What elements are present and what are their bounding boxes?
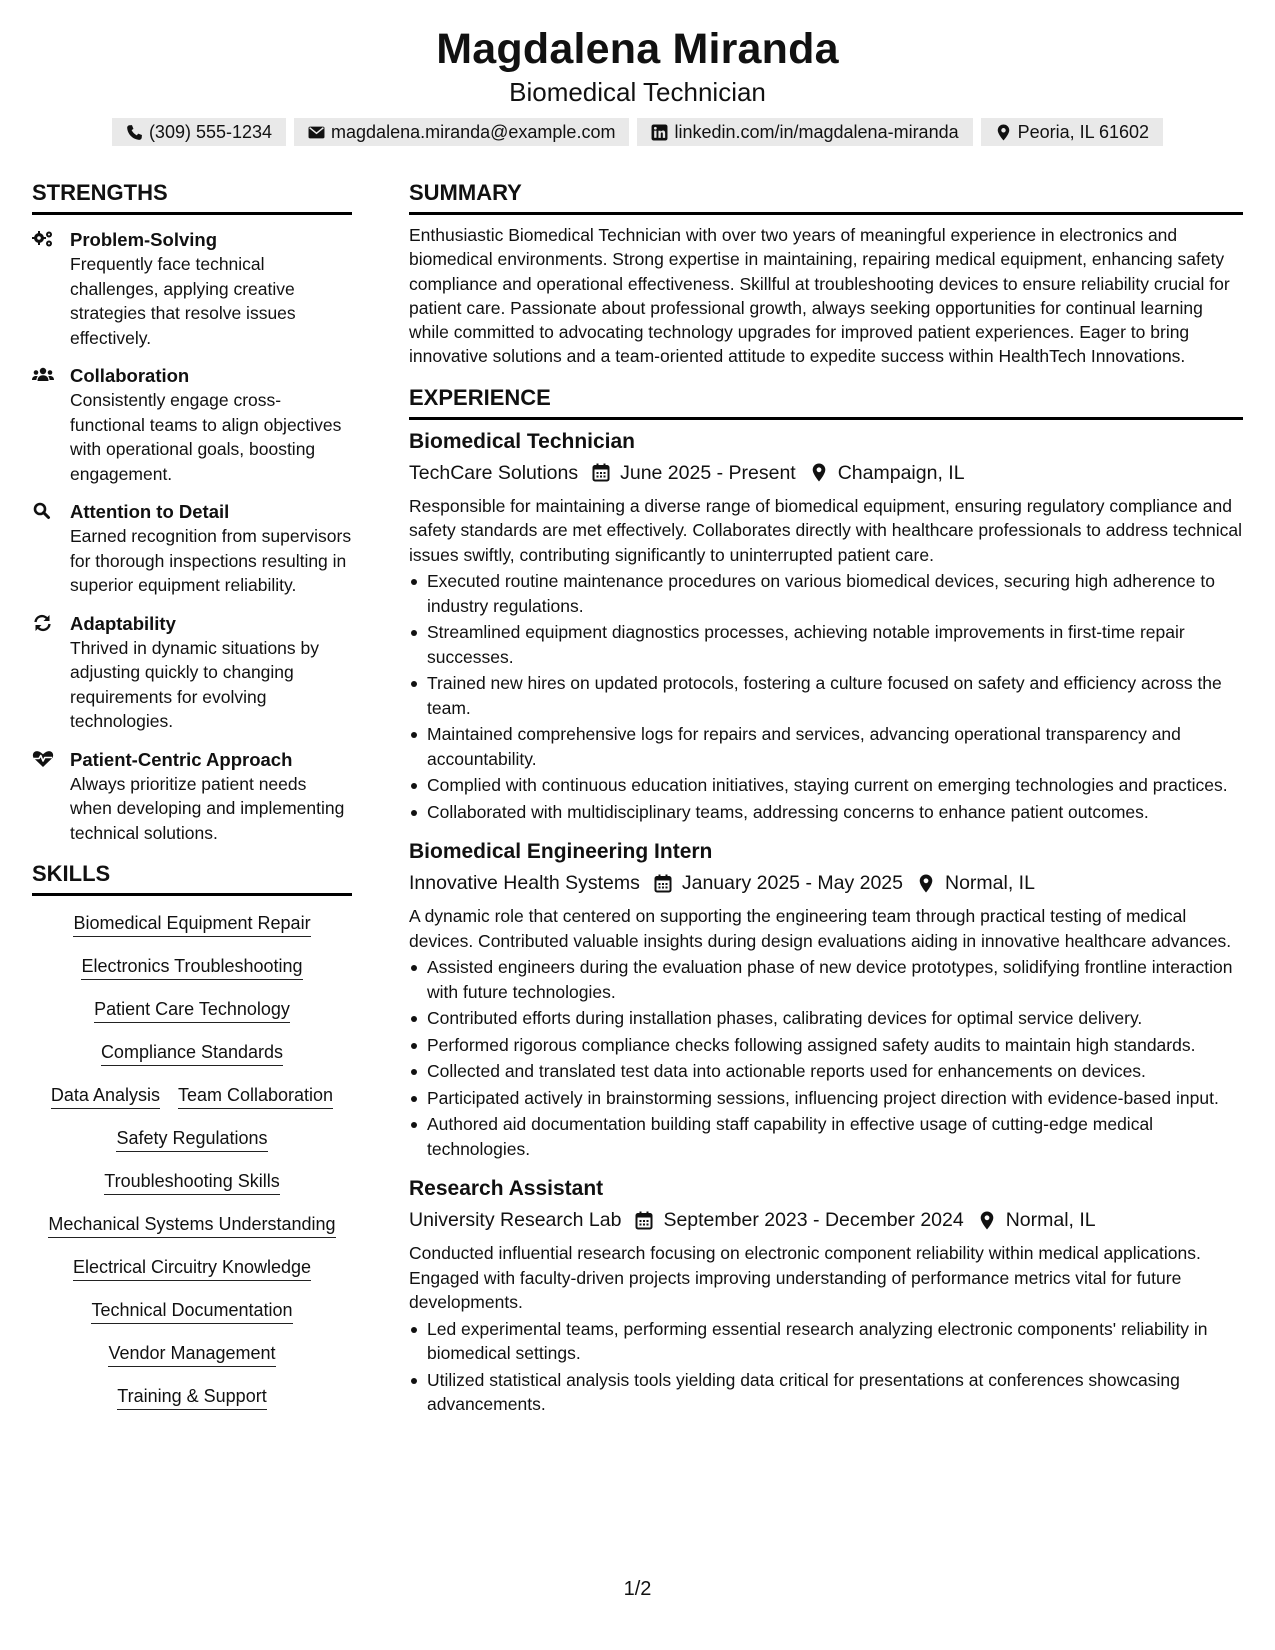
bullet-item: Complied with continuous education initiatives, staying current on emerging technologies and practices. <box>409 773 1243 798</box>
contact-location[interactable] <box>981 118 1163 146</box>
candidate-title: Biomedical Technician <box>509 77 766 107</box>
strength-title: Adaptability <box>70 612 176 634</box>
strength-item <box>32 611 352 734</box>
job-entry <box>409 838 1243 1161</box>
strength-title: Patient-Centric Approach <box>70 748 293 770</box>
contact-location-text: Peoria, IL 61602 <box>1017 122 1150 142</box>
job-location: Normal, IL <box>1005 1209 1096 1232</box>
strength-description: Thrived in dynamic situations by adjusting quickly to changing requirements for evolving technologies. <box>70 637 319 731</box>
contact-linkedin[interactable] <box>637 118 972 146</box>
bullet-item: Assisted engineers during the evaluation phase of new device prototypes, solidifying frontline interaction with future technologies. <box>409 955 1243 1004</box>
summary-heading: SUMMARY <box>409 178 1243 215</box>
bullet-item: Collected and translated test data into actionable reports used for enhancements on devices. <box>409 1059 1243 1084</box>
page-number: 1/2 <box>623 1578 652 1600</box>
contact-email[interactable] <box>294 118 629 146</box>
job-company: Innovative Health Systems <box>409 872 640 895</box>
summary-text: Enthusiastic Biomedical Technician with over two years of meaningful experience in electronics and biomedical environments. Strong expertise in maintaining, repairing medical equipment, enhancing safety compliance and operational effectiveness. Skillful at troubleshooting devices to ensure reliability crucial for patient care. Passionate about professional growth, always seeking opportunities for continual learning while committed to advocating technology upgrades for improved patient experiences. Eager to bring innovative solutions and a team-oriented attitude to expedite success within HealthTech Innovations. <box>409 225 1230 367</box>
skill-tag: Training & Support <box>117 1383 266 1410</box>
users-icon <box>32 363 70 486</box>
map-pin-icon <box>810 463 828 482</box>
experience-heading: EXPERIENCE <box>409 383 1243 420</box>
calendar-icon <box>635 1211 653 1230</box>
left-column <box>32 178 352 1426</box>
skill-tag: Patient Care Technology <box>94 996 290 1023</box>
calendar-icon <box>592 463 610 482</box>
skill-tag: Vendor Management <box>108 1340 275 1367</box>
phone-icon <box>126 124 143 141</box>
bullet-item: Participated actively in brainstorming sessions, influencing project direction with evidence-based input. <box>409 1086 1243 1111</box>
sync-icon <box>32 611 70 734</box>
strength-item <box>32 747 352 846</box>
right-column <box>409 178 1243 1417</box>
strength-description: Earned recognition from supervisors for thorough inspections resulting in superior equipment reliability. <box>70 526 352 595</box>
job-description: A dynamic role that centered on supporting the engineering team through practical testing of medical devices. Contributed valuable insights during design evaluations aiding in innovative healthcare advances. <box>409 906 1232 951</box>
bullet-item: Executed routine maintenance procedures on various biomedical devices, securing high adherence to industry regulations. <box>409 569 1243 618</box>
job-entry <box>409 1175 1243 1417</box>
job-meta <box>409 458 1243 488</box>
job-bullets <box>409 1317 1243 1417</box>
contact-linkedin-text: linkedin.com/in/magdalena-miranda <box>674 122 959 142</box>
candidate-name: Magdalena Miranda <box>436 25 839 73</box>
job-description: Responsible for maintaining a diverse range of biomedical equipment, ensuring regulatory compliance and safety standards are met effectively. Collaborates directly with healthcare professionals to address technical issues swiftly, contributing significantly to uninterrupted patient care. <box>409 495 1242 565</box>
summary-section <box>409 178 1243 369</box>
skill-tag: Mechanical Systems Understanding <box>48 1211 335 1238</box>
skills-section <box>32 859 352 1410</box>
job-title: Biomedical Technician <box>409 429 636 453</box>
job-location: Champaign, IL <box>837 461 965 484</box>
job-dates: September 2023 - December 2024 <box>663 1209 964 1232</box>
experience-section <box>409 383 1243 1417</box>
contact-email-text: magdalena.miranda@example.com <box>331 122 616 142</box>
bullet-item: Authored aid documentation building staff capability in effective usage of cutting-edge medical technologies. <box>409 1112 1243 1161</box>
map-pin-icon <box>995 124 1012 141</box>
bullet-item: Contributed efforts during installation phases, calibrating devices for optimal service delivery. <box>409 1006 1243 1031</box>
strength-description: Frequently face technical challenges, applying creative strategies that resolve issues effectively. <box>70 254 296 348</box>
linkedin-icon <box>651 124 668 141</box>
skill-tag: Electronics Troubleshooting <box>81 953 302 980</box>
skills-heading: SKILLS <box>32 859 352 896</box>
skill-tag: Biomedical Equipment Repair <box>73 910 310 937</box>
bullet-item: Maintained comprehensive logs for repairs and services, advancing operational transparency and accountability. <box>409 722 1243 771</box>
magnifier-icon <box>32 499 70 598</box>
contact-phone[interactable] <box>112 118 286 146</box>
job-company: TechCare Solutions <box>409 461 579 484</box>
contact-bar <box>0 118 1275 146</box>
job-location: Normal, IL <box>945 872 1035 895</box>
skill-tag: Compliance Standards <box>101 1039 283 1066</box>
job-dates: January 2025 - May 2025 <box>681 872 903 895</box>
job-meta <box>409 868 1243 898</box>
skill-tag: Electrical Circuitry Knowledge <box>73 1254 311 1281</box>
bullet-item: Trained new hires on updated protocols, fostering a culture focused on safety and efficiency across the team. <box>409 671 1243 720</box>
strength-title: Problem-Solving <box>70 229 217 250</box>
bullet-item: Utilized statistical analysis tools yielding data critical for presentations at conferences showcasing advancements. <box>409 1368 1243 1417</box>
job-bullets <box>409 569 1243 824</box>
job-dates: June 2025 - Present <box>620 461 796 484</box>
map-pin-icon <box>978 1211 996 1230</box>
bullet-item: Performed rigorous compliance checks following assigned safety audits to maintain high standards. <box>409 1033 1243 1058</box>
job-entry <box>409 428 1243 825</box>
skill-tag: Data Analysis <box>51 1082 160 1109</box>
resume-header <box>0 0 1275 146</box>
envelope-icon <box>308 124 325 141</box>
bullet-item: Led experimental teams, performing essential research analyzing electronic components' reliability in biomedical settings. <box>409 1317 1243 1366</box>
job-bullets <box>409 955 1243 1161</box>
strength-title: Attention to Detail <box>70 501 230 522</box>
bullet-item: Collaborated with multidisciplinary teams, addressing concerns to enhance patient outcomes. <box>409 800 1243 825</box>
strength-item <box>32 499 352 598</box>
heart-pulse-icon <box>32 747 70 846</box>
skill-tag: Technical Documentation <box>91 1297 292 1324</box>
bullet-item: Streamlined equipment diagnostics processes, achieving notable improvements in first-time repair successes. <box>409 620 1243 669</box>
job-company: University Research Lab <box>409 1209 622 1232</box>
job-title: Biomedical Engineering Intern <box>409 840 713 864</box>
job-meta <box>409 1205 1243 1235</box>
skill-tag: Safety Regulations <box>116 1125 267 1152</box>
contact-phone-text: (309) 555-1234 <box>148 122 273 142</box>
strength-title: Collaboration <box>70 365 190 386</box>
strength-item <box>32 227 352 350</box>
strength-description: Always prioritize patient needs when developing and implementing technical solutions. <box>70 773 345 843</box>
strengths-section <box>32 178 352 845</box>
calendar-icon <box>654 874 672 893</box>
skill-tag: Troubleshooting Skills <box>104 1168 279 1195</box>
skill-tag: Team Collaboration <box>178 1082 333 1109</box>
strength-description: Consistently engage cross-functional teams to align objectives with operational goals, boosting engagement. <box>70 390 342 484</box>
strength-item <box>32 363 352 486</box>
gears-icon <box>32 227 70 350</box>
strengths-heading: STRENGTHS <box>32 178 352 215</box>
job-description: Conducted influential research focusing on electronic component reliability within medical applications. Engaged with faculty-driven projects improving understanding of performance metrics vital for future developments. <box>409 1243 1201 1313</box>
map-pin-icon <box>917 874 935 893</box>
skills-list <box>32 910 352 1410</box>
job-title: Research Assistant <box>409 1177 604 1201</box>
